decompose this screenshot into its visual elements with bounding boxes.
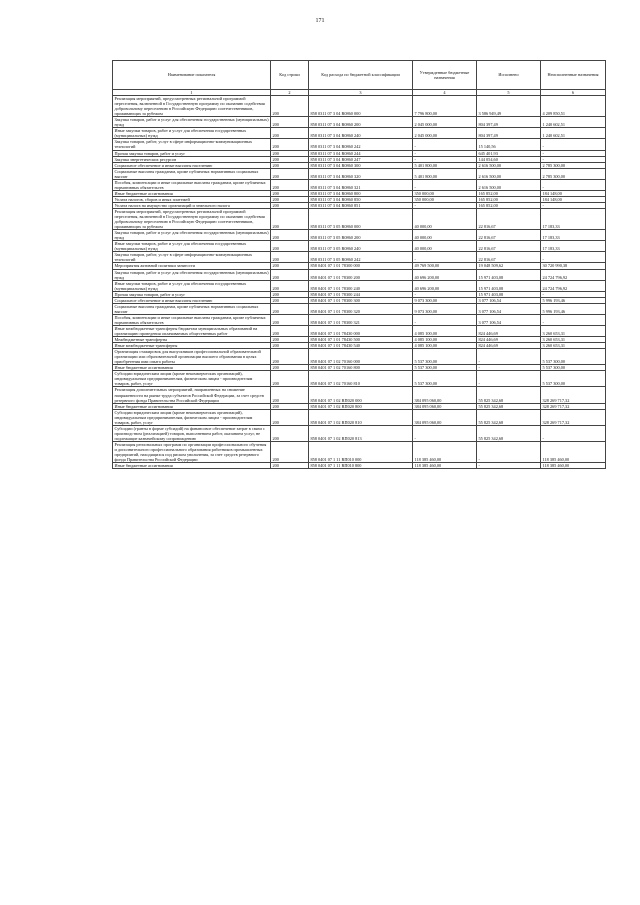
- table-row: [113, 463, 606, 469]
- unexecuted-amount: -: [541, 314, 606, 325]
- executed-amount: 804 397,49: [477, 128, 541, 139]
- approved-amount: 49 769 500,00: [413, 263, 477, 269]
- line-code: 200: [271, 463, 309, 469]
- unexecuted-amount: -: [541, 179, 606, 190]
- unexecuted-amount: -: [541, 202, 606, 208]
- approved-amount: -: [413, 314, 477, 325]
- executed-amount: 55 825 342,68: [477, 425, 541, 441]
- executed-amount: 15 971 403,08: [477, 269, 541, 280]
- unexecuted-amount: 118 385 460,00: [541, 463, 606, 469]
- executed-amount: 165 852,00: [477, 202, 541, 208]
- budget-code: 858 0311 07 3 04 R0860 320: [309, 168, 413, 179]
- budget-code: 858 0401 07 1 01 78430 540: [309, 343, 413, 349]
- column-number: 5: [477, 90, 541, 96]
- approved-amount: -: [413, 252, 477, 263]
- unexecuted-amount: 5 537 300,00: [541, 371, 606, 387]
- indicator-name: Реализация мероприятий, предусмотренных региональной программой переселения, включенной в Государственную программу по оказанию содействия добровольному переселению в Российскую Федерацию соотечественников, проживающих за рубежом: [113, 208, 271, 229]
- budget-code: 858 0401 07 1 01 78430 500: [309, 337, 413, 343]
- line-code: 200: [271, 337, 309, 343]
- approved-amount: -: [413, 156, 477, 162]
- line-code: 200: [271, 297, 309, 303]
- budget-code: 858 0401 07 1 02 RП020 000: [309, 387, 413, 403]
- line-code: 200: [271, 202, 309, 208]
- column-number: 4: [413, 90, 477, 96]
- executed-amount: -: [477, 365, 541, 371]
- indicator-name: Субсидии (гранты в форме субсидий) на финансовое обеспечение затрат в связи с производством (реализацией) товаров, выполнением работ, оказанием услуг, не подлежащие казначейскому сопровождению: [113, 425, 271, 441]
- indicator-name: Иные бюджетные ассигнования: [113, 190, 271, 196]
- approved-amount: 384 095 060,00: [413, 403, 477, 409]
- unexecuted-amount: 3 260 653,31: [541, 337, 606, 343]
- line-code: 200: [271, 425, 309, 441]
- table-row: [113, 303, 606, 314]
- table-row: [113, 425, 606, 441]
- line-code: 200: [271, 343, 309, 349]
- approved-amount: -: [413, 291, 477, 297]
- unexecuted-amount: 24 724 796,92: [541, 280, 606, 291]
- executed-amount: 15 971 403,08: [477, 291, 541, 297]
- executed-amount: -: [477, 349, 541, 365]
- budget-code: 858 0401 07 1 01 78300 320: [309, 303, 413, 314]
- budget-code: 858 0311 07 3 05 R0860 000: [309, 208, 413, 229]
- indicator-name: Уплата налога на имущество организаций и земельного налога: [113, 202, 271, 208]
- budget-code: 858 0401 07 1 11 RП010 000: [309, 441, 413, 462]
- unexecuted-amount: 3 260 653,31: [541, 325, 606, 336]
- approved-amount: 4 085 100,00: [413, 325, 477, 336]
- indicator-name: Мероприятия активной политики занятости: [113, 263, 271, 269]
- indicator-name: Иные бюджетные ассигнования: [113, 365, 271, 371]
- unexecuted-amount: 118 385 460,00: [541, 441, 606, 462]
- line-code: 200: [271, 409, 309, 425]
- unexecuted-amount: 184 148,00: [541, 196, 606, 202]
- line-code: 200: [271, 150, 309, 156]
- indicator-name: Иные закупки товаров, работ и услуг для обеспечения государственных (муниципальных) нужд: [113, 280, 271, 291]
- budget-code: 858 0311 07 3 04 R0860 851: [309, 202, 413, 208]
- table-row: [113, 409, 606, 425]
- executed-amount: 804 397,49: [477, 117, 541, 128]
- budget-table: [112, 60, 606, 469]
- indicator-name: Закупка энергетических ресурсов: [113, 156, 271, 162]
- table-row: [113, 241, 606, 252]
- line-code: 200: [271, 403, 309, 409]
- executed-amount: 55 825 342,68: [477, 403, 541, 409]
- budget-code: 858 0311 07 3 04 R0860 000: [309, 96, 413, 117]
- executed-amount: -: [477, 371, 541, 387]
- approved-amount: 118 385 460,00: [413, 441, 477, 462]
- budget-code: 858 0311 07 3 04 R0860 240: [309, 128, 413, 139]
- executed-amount: 824 446,69: [477, 337, 541, 343]
- indicator-name: Иные закупки товаров, работ и услуг для обеспечения государственных (муниципальных) нужд: [113, 128, 271, 139]
- approved-amount: 384 095 060,00: [413, 387, 477, 403]
- line-code: 200: [271, 371, 309, 387]
- line-code: 200: [271, 325, 309, 336]
- unexecuted-amount: 3 260 653,31: [541, 343, 606, 349]
- unexecuted-amount: -: [541, 139, 606, 150]
- table-row: [113, 387, 606, 403]
- executed-amount: 3 586 949,49: [477, 96, 541, 117]
- approved-amount: 5 537 300,00: [413, 371, 477, 387]
- table-row: [113, 230, 606, 241]
- budget-code: 858 0401 07 1 01 78300 244: [309, 291, 413, 297]
- column-number: 3: [309, 90, 413, 96]
- approved-amount: 5 401 800,00: [413, 168, 477, 179]
- approved-amount: 2 045 000,00: [413, 128, 477, 139]
- indicator-name: Социальное обеспечение и иные выплаты населению: [113, 162, 271, 168]
- line-code: 200: [271, 303, 309, 314]
- budget-code: 858 0311 07 3 04 R0860 242: [309, 139, 413, 150]
- approved-amount: 40 696 200,00: [413, 280, 477, 291]
- budget-code: 858 0311 07 3 04 R0860 244: [309, 150, 413, 156]
- budget-code: 858 0401 07 1 01 78300 300: [309, 297, 413, 303]
- line-code: 200: [271, 241, 309, 252]
- table-row: [113, 208, 606, 229]
- budget-code: 858 0311 07 3 05 R0860 240: [309, 241, 413, 252]
- unexecuted-amount: -: [541, 150, 606, 156]
- approved-amount: 4 085 100,00: [413, 343, 477, 349]
- indicator-name: Социальные выплаты гражданам, кроме публичных нормативных социальных выплат: [113, 168, 271, 179]
- executed-amount: 22 816,67: [477, 208, 541, 229]
- table-row: [113, 179, 606, 190]
- executed-amount: -: [477, 463, 541, 469]
- table-body: [113, 96, 606, 469]
- budget-code: 858 0401 07 1 01 78430 000: [309, 325, 413, 336]
- budget-code: 858 0401 07 1 02 70160 000: [309, 349, 413, 365]
- line-code: 200: [271, 441, 309, 462]
- approved-amount: 40 000,00: [413, 241, 477, 252]
- indicator-name: Пособия, компенсации и иные социальные выплаты гражданам, кроме публичных нормативных обязательств: [113, 179, 271, 190]
- column-number: 1: [113, 90, 271, 96]
- header-row: [113, 61, 606, 90]
- executed-amount: 144 054,60: [477, 156, 541, 162]
- unexecuted-amount: 17 183,33: [541, 208, 606, 229]
- budget-code: 858 0311 07 3 04 R0860 300: [309, 162, 413, 168]
- approved-amount: 2 045 000,00: [413, 117, 477, 128]
- indicator-name: Закупка товаров, работ и услуг для обеспечения государственных (муниципальных) нужд: [114, 269, 269, 280]
- line-code: 200: [271, 280, 309, 291]
- executed-amount: 645 401,93: [477, 150, 541, 156]
- indicator-name: Иные межбюджетные трансферты: [113, 343, 271, 349]
- executed-amount: 824 446,69: [477, 325, 541, 336]
- table-row: [113, 280, 606, 291]
- page-number: 171: [315, 18, 325, 24]
- approved-amount: 7 796 800,00: [413, 96, 477, 117]
- unexecuted-amount: 30 720 990,38: [541, 263, 606, 269]
- indicator-name: Закупка товаров, работ и услуг для обеспечения государственных (муниципальных) нужд: [114, 117, 269, 128]
- indicator-name: Прочая закупка товаров, работ и услуг: [113, 291, 271, 297]
- col-header-executed: Исполнено: [477, 61, 541, 90]
- line-code: 200: [271, 190, 309, 196]
- table-row: [113, 168, 606, 179]
- unexecuted-amount: 184 148,00: [541, 190, 606, 196]
- unexecuted-amount: -: [541, 156, 606, 162]
- unexecuted-amount: 17 183,33: [541, 241, 606, 252]
- unexecuted-amount: 328 269 717,32: [541, 387, 606, 403]
- approved-amount: 118 385 460,00: [413, 463, 477, 469]
- line-code: 200: [271, 117, 309, 128]
- executed-amount: 3 077 106,54: [477, 314, 541, 325]
- indicator-name: Межбюджетные трансферты: [113, 337, 271, 343]
- table-row: [113, 371, 606, 387]
- unexecuted-amount: 4 209 850,51: [541, 96, 606, 117]
- budget-code: 858 0401 07 1 02 RП020 810: [309, 409, 413, 425]
- approved-amount: -: [413, 202, 477, 208]
- indicator-name: Закупка товаров, работ, услуг в сфере информационно-коммуникационных технологий: [113, 139, 271, 150]
- table-row: [113, 349, 606, 365]
- table-row: [113, 325, 606, 336]
- budget-code: 858 0401 07 1 01 78300 200: [309, 269, 413, 280]
- executed-amount: 824 446,69: [477, 343, 541, 349]
- line-code: 200: [271, 365, 309, 371]
- indicator-name: Реализация мероприятий, предусмотренных региональной программой переселения, включенной в Государственную программу по оказанию содействия добровольному переселению в Российскую Федерацию соотечественников, проживающих за рубежом: [113, 96, 271, 117]
- executed-amount: 15 140,56: [477, 139, 541, 150]
- executed-amount: 165 852,00: [477, 190, 541, 196]
- approved-amount: 40 696 200,00: [413, 269, 477, 280]
- approved-amount: -: [413, 425, 477, 441]
- line-code: 200: [271, 387, 309, 403]
- unexecuted-amount: 5 996 193,46: [541, 303, 606, 314]
- table-row: [113, 139, 606, 150]
- table-row: [113, 128, 606, 139]
- table-row: [113, 96, 606, 117]
- indicator-name: Иные бюджетные ассигнования: [113, 403, 271, 409]
- executed-amount: 3 077 106,54: [477, 297, 541, 303]
- budget-code: 858 0401 07 1 11 RП010 800: [309, 463, 413, 469]
- unexecuted-amount: 5 996 193,46: [541, 297, 606, 303]
- line-code: 200: [271, 96, 309, 117]
- budget-code: 858 0401 07 1 02 70160 800: [309, 365, 413, 371]
- executed-amount: 19 048 509,62: [477, 263, 541, 269]
- approved-amount: -: [413, 179, 477, 190]
- approved-amount: 5 537 300,00: [413, 349, 477, 365]
- budget-code: 858 0311 07 3 04 R0860 247: [309, 156, 413, 162]
- table-row: [113, 252, 606, 263]
- col-header-name: Наименование показателя: [113, 61, 271, 90]
- indicator-name: Иные бюджетные ассигнования: [113, 463, 271, 469]
- approved-amount: 5 401 800,00: [413, 162, 477, 168]
- approved-amount: -: [413, 139, 477, 150]
- indicator-name: Иные закупки товаров, работ и услуг для обеспечения государственных (муниципальных) нужд: [113, 241, 271, 252]
- executed-amount: 15 971 403,08: [477, 280, 541, 291]
- budget-code: 858 0401 07 1 02 70160 810: [309, 371, 413, 387]
- indicator-name: Субсидии юридическим лицам (кроме некоммерческих организаций), индивидуальным предпринимателям, физическим лицам - производителям товаров, работ, услуг: [113, 371, 271, 387]
- line-code: 200: [271, 230, 309, 241]
- unexecuted-amount: -: [541, 425, 606, 441]
- approved-amount: 9 073 300,00: [413, 303, 477, 314]
- budget-code: 858 0401 07 1 02 RП020 813: [309, 425, 413, 441]
- unexecuted-amount: 328 269 717,32: [541, 403, 606, 409]
- col-header-approved: Утвержденные бюджетные назначения: [413, 61, 477, 90]
- executed-amount: 3 077 106,54: [477, 303, 541, 314]
- unexecuted-amount: 1 240 602,51: [541, 128, 606, 139]
- line-code: 200: [271, 208, 309, 229]
- unexecuted-amount: 2 785 300,00: [541, 168, 606, 179]
- budget-code: 858 0401 07 1 02 RП020 800: [309, 403, 413, 409]
- line-code: 200: [271, 162, 309, 168]
- budget-code: 858 0311 07 3 05 R0860 200: [309, 230, 413, 241]
- unexecuted-amount: -: [541, 291, 606, 297]
- table-row: [113, 441, 606, 462]
- executed-amount: 22 816,67: [477, 252, 541, 263]
- executed-amount: 22 816,67: [477, 241, 541, 252]
- approved-amount: 40 000,00: [413, 208, 477, 229]
- unexecuted-amount: 17 183,33: [541, 230, 606, 241]
- approved-amount: 9 073 300,00: [413, 297, 477, 303]
- line-code: 200: [271, 179, 309, 190]
- unexecuted-amount: 5 537 300,00: [541, 349, 606, 365]
- line-code: 200: [271, 168, 309, 179]
- executed-amount: 2 616 500,00: [477, 162, 541, 168]
- executed-amount: 55 825 342,68: [477, 409, 541, 425]
- budget-code: 858 0311 07 3 05 R0860 242: [309, 252, 413, 263]
- unexecuted-amount: 24 724 796,92: [541, 269, 606, 280]
- executed-amount: -: [477, 441, 541, 462]
- indicator-name: Закупка товаров, работ и услуг для обеспечения государственных (муниципальных) нужд: [114, 230, 269, 241]
- budget-code: 858 0311 07 3 04 R0860 800: [309, 190, 413, 196]
- line-code: 200: [271, 128, 309, 139]
- line-code: 200: [271, 314, 309, 325]
- line-code: 200: [271, 139, 309, 150]
- budget-code: 858 0311 07 3 04 R0860 200: [309, 117, 413, 128]
- indicator-name: Организация стажировок для выпускников профессиональной образовательной организации или образовательной организации высшего образования в целях приобретения ими опыта работы: [113, 349, 271, 365]
- table-row: [113, 314, 606, 325]
- col-header-code: Код строки: [271, 61, 309, 90]
- column-number: 2: [271, 90, 309, 96]
- col-header-unexecuted: Неисполненные назначения: [541, 61, 606, 90]
- approved-amount: 350 000,00: [413, 190, 477, 196]
- indicator-name: Закупка товаров, работ, услуг в сфере информационно-коммуникационных технологий: [113, 252, 271, 263]
- line-code: 200: [271, 291, 309, 297]
- indicator-name: Прочая закупка товаров, работ и услуг: [113, 150, 271, 156]
- unexecuted-amount: 328 269 717,32: [541, 409, 606, 425]
- indicator-name: Пособия, компенсации и иные социальные выплаты гражданам, кроме публичных нормативных обязательств: [113, 314, 271, 325]
- approved-amount: 40 000,00: [413, 230, 477, 241]
- executed-amount: 22 816,67: [477, 230, 541, 241]
- line-code: 200: [271, 196, 309, 202]
- unexecuted-amount: -: [541, 252, 606, 263]
- indicator-name: Иные межбюджетные трансферты бюджетам муниципальных образований на организацию проведения оплачиваемых общественных работ: [113, 325, 271, 336]
- col-header-classification: Код расхода по бюджетной классификации: [309, 61, 413, 90]
- line-code: 200: [271, 156, 309, 162]
- approved-amount: 384 095 060,00: [413, 409, 477, 425]
- executed-amount: 2 616 500,00: [477, 168, 541, 179]
- executed-amount: 2 616 500,00: [477, 179, 541, 190]
- indicator-name: Субсидии юридическим лицам (кроме некоммерческих организаций), индивидуальным предпринимателям, физическим лицам - производителям товаров, работ, услуг: [113, 409, 271, 425]
- indicator-name: Реализация дополнительных мероприятий, направленных на снижение напряженности на рынке труда субъектов Российской Федерации, за счет средств резервного фонда Правительства Российской Федерации: [113, 387, 271, 403]
- line-code: 200: [271, 349, 309, 365]
- table-row: [113, 269, 606, 280]
- unexecuted-amount: 5 537 300,00: [541, 365, 606, 371]
- table-row: [113, 117, 606, 128]
- line-code: 200: [271, 252, 309, 263]
- unexecuted-amount: 1 240 602,51: [541, 117, 606, 128]
- approved-amount: 350 000,00: [413, 196, 477, 202]
- budget-code: 858 0401 07 1 01 78300 240: [309, 280, 413, 291]
- approved-amount: 4 085 100,00: [413, 337, 477, 343]
- approved-amount: 5 537 300,00: [413, 365, 477, 371]
- budget-code: 858 0311 07 3 04 R0860 321: [309, 179, 413, 190]
- unexecuted-amount: 2 785 300,00: [541, 162, 606, 168]
- column-number: 6: [541, 90, 606, 96]
- budget-code: 858 0401 07 1 01 78300 321: [309, 314, 413, 325]
- line-code: 200: [271, 263, 309, 269]
- executed-amount: 55 825 342,68: [477, 387, 541, 403]
- budget-code: 858 0401 07 1 01 78300 000: [309, 263, 413, 269]
- indicator-name: Социальное обеспечение и иные выплаты населению: [113, 297, 271, 303]
- line-code: 200: [271, 269, 309, 280]
- budget-code: 858 0311 07 3 04 R0860 850: [309, 196, 413, 202]
- indicator-name: Социальные выплаты гражданам, кроме публичных нормативных социальных выплат: [113, 303, 271, 314]
- indicator-name: Реализация региональных программ по организации профессионального обучения и дополнительного профессионального образования работников промышленных предприятий, находящихся под риском увольнения, за счет средств резервного фонда Правительства Российской Федерации: [113, 441, 271, 462]
- approved-amount: -: [413, 150, 477, 156]
- executed-amount: 165 852,00: [477, 196, 541, 202]
- indicator-name: Уплата налогов, сборов и иных платежей: [113, 196, 271, 202]
